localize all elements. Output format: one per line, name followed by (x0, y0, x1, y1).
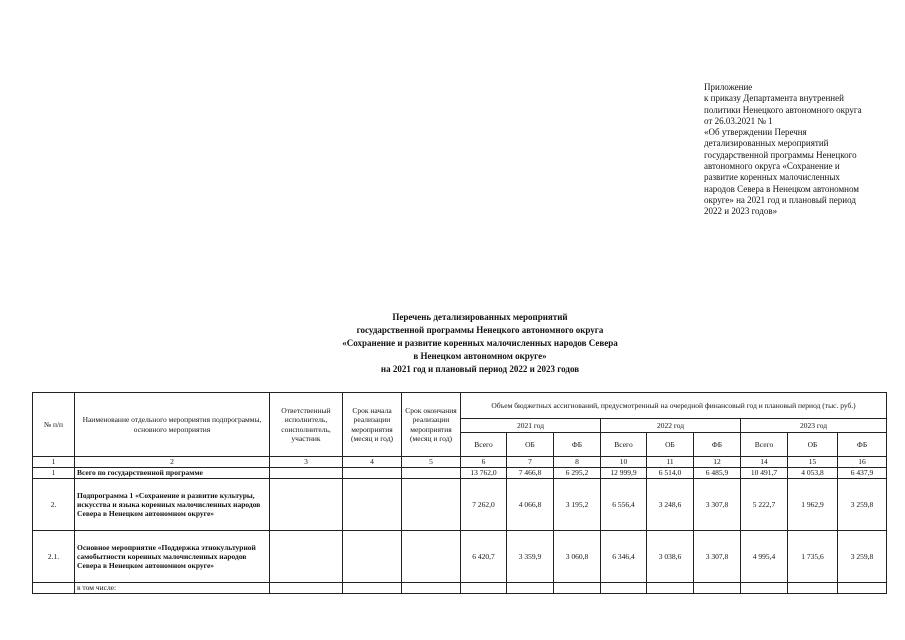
header-sub: ОБ (507, 433, 554, 457)
value-cell (647, 583, 694, 594)
value-cell: 3 038,6 (647, 531, 694, 583)
value-cell: 3 259,8 (838, 479, 887, 531)
value-cell: 4 995,4 (741, 531, 788, 583)
annex-line: к приказу Департамента внутренней (704, 93, 844, 104)
row-num: 2. (33, 479, 75, 531)
row-num: 2.1. (33, 531, 75, 583)
row-start (343, 468, 402, 479)
title-line: государственной программы Ненецкого автономного округа (356, 325, 604, 335)
value-cell: 4 053,8 (788, 468, 838, 479)
annex-line: от 26.03.2021 № 1 (704, 115, 773, 126)
row-executor (270, 468, 343, 479)
activities-table (32, 392, 887, 594)
value-cell: 6 514,0 (647, 468, 694, 479)
annex-line: округе» на 2021 год и плановый период (704, 194, 856, 205)
row-start (343, 531, 402, 583)
row-name: Подпрограмма 1 «Сохранение и развитие культуры, искусства и языка коренных малочисленных народов Севера в Ненецком автономном округе» (75, 479, 270, 531)
annex-line: детализированных мероприятий (704, 138, 829, 149)
row-executor (270, 479, 343, 531)
document-title (290, 311, 670, 376)
row-name: Всего по государственной программе (75, 468, 270, 479)
column-number: 4 (343, 457, 402, 468)
row-executor (270, 531, 343, 583)
title-line: в Ненецком автономном округе» (413, 351, 547, 361)
annex-line: народов Севера в Ненецком автономном (704, 183, 859, 194)
row-num: 1 (33, 468, 75, 479)
column-number: 6 (461, 457, 507, 468)
row-end (402, 583, 461, 594)
header-num: № п/п (33, 393, 75, 457)
header-sub: ОБ (788, 433, 838, 457)
header-row (33, 393, 887, 419)
annex-line: Приложение (704, 82, 753, 92)
value-cell: 6 420,7 (461, 531, 507, 583)
annex-line: «Об утверждении Перечня (704, 127, 807, 138)
row-start (343, 479, 402, 531)
table-row-subprogram (33, 479, 887, 531)
header-sub: Всего (461, 433, 507, 457)
annex-block (704, 82, 894, 218)
annex-line: 2022 и 2023 годов» (704, 206, 778, 217)
header-year-2023: 2023 год (741, 419, 887, 433)
title-line: «Сохранение и развитие коренных малочисленных народов Севера (342, 338, 618, 348)
column-number: 16 (838, 457, 887, 468)
row-name: Основное мероприятие «Поддержка этнокультурной самобытности коренных малочисленных народов Севера в Ненецком автономном округе» (75, 531, 270, 583)
column-number: 11 (647, 457, 694, 468)
value-cell (694, 583, 741, 594)
annex-line: государственной программы Ненецкого (704, 149, 857, 160)
value-cell: 3 195,2 (554, 479, 601, 531)
row-executor (270, 583, 343, 594)
column-number: 15 (788, 457, 838, 468)
value-cell: 3 060,8 (554, 531, 601, 583)
column-number: 1 (33, 457, 75, 468)
header-start: Срок начала реализации мероприятия (месяц и год) (343, 393, 402, 457)
header-year-2022: 2022 год (601, 419, 741, 433)
value-cell: 5 222,7 (741, 479, 788, 531)
value-cell: 3 359,9 (507, 531, 554, 583)
row-name: в том числе: (75, 583, 270, 594)
value-cell: 1 735,6 (788, 531, 838, 583)
header-sub: ФБ (694, 433, 741, 457)
value-cell (461, 583, 507, 594)
value-cell: 1 962,9 (788, 479, 838, 531)
value-cell (507, 583, 554, 594)
header-budget: Объем бюджетных ассигнований, предусмотренный на очередной финансовый год и плановый период (тыс. руб.) (461, 393, 887, 419)
column-number: 14 (741, 457, 788, 468)
header-year-2021: 2021 год (461, 419, 601, 433)
column-number: 5 (402, 457, 461, 468)
value-cell: 3 307,8 (694, 479, 741, 531)
column-number: 8 (554, 457, 601, 468)
column-number: 10 (601, 457, 647, 468)
column-numbers-row (33, 457, 887, 468)
value-cell: 6 295,2 (554, 468, 601, 479)
value-cell (554, 583, 601, 594)
title-line: на 2021 год и плановый период 2022 и 2023 годов (380, 364, 580, 374)
table-row-including (33, 583, 887, 594)
table-row-main-activity (33, 531, 887, 583)
annex-line: политики Ненецкого автономного округа (704, 104, 862, 115)
header-name: Наименование отдельного мероприятия подпрограммы, основного мероприятия (75, 393, 270, 457)
value-cell: 7 262,0 (461, 479, 507, 531)
header-sub: ФБ (838, 433, 887, 457)
value-cell: 13 762,0 (461, 468, 507, 479)
column-number: 12 (694, 457, 741, 468)
row-start (343, 583, 402, 594)
table-row-program-total (33, 468, 887, 479)
header-sub: Всего (601, 433, 647, 457)
annex-line: развитие коренных малочисленных (704, 172, 840, 183)
column-number: 2 (75, 457, 270, 468)
value-cell (741, 583, 788, 594)
value-cell: 6 437,9 (838, 468, 887, 479)
value-cell: 6 485,9 (694, 468, 741, 479)
value-cell (838, 583, 887, 594)
value-cell: 6 346,4 (601, 531, 647, 583)
value-cell (601, 583, 647, 594)
row-end (402, 468, 461, 479)
header-sub: ФБ (554, 433, 601, 457)
value-cell: 3 248,6 (647, 479, 694, 531)
value-cell (788, 583, 838, 594)
value-cell: 6 556,4 (601, 479, 647, 531)
header-sub: ОБ (647, 433, 694, 457)
value-cell: 3 307,8 (694, 531, 741, 583)
header-end: Срок окончания реализации мероприятия (месяц и год) (402, 393, 461, 457)
value-cell: 12 999,9 (601, 468, 647, 479)
row-end (402, 479, 461, 531)
value-cell: 7 466,8 (507, 468, 554, 479)
row-end (402, 531, 461, 583)
title-line: Перечень детализированных мероприятий (392, 312, 568, 322)
value-cell: 4 066,8 (507, 479, 554, 531)
annex-line: автономного округа «Сохранение и (704, 161, 840, 172)
header-executor: Ответственный исполнитель, соисполнитель, участник (270, 393, 343, 457)
column-number: 7 (507, 457, 554, 468)
value-cell: 10 491,7 (741, 468, 788, 479)
header-sub: Всего (741, 433, 788, 457)
value-cell: 3 259,8 (838, 531, 887, 583)
column-number: 3 (270, 457, 343, 468)
row-num (33, 583, 75, 594)
